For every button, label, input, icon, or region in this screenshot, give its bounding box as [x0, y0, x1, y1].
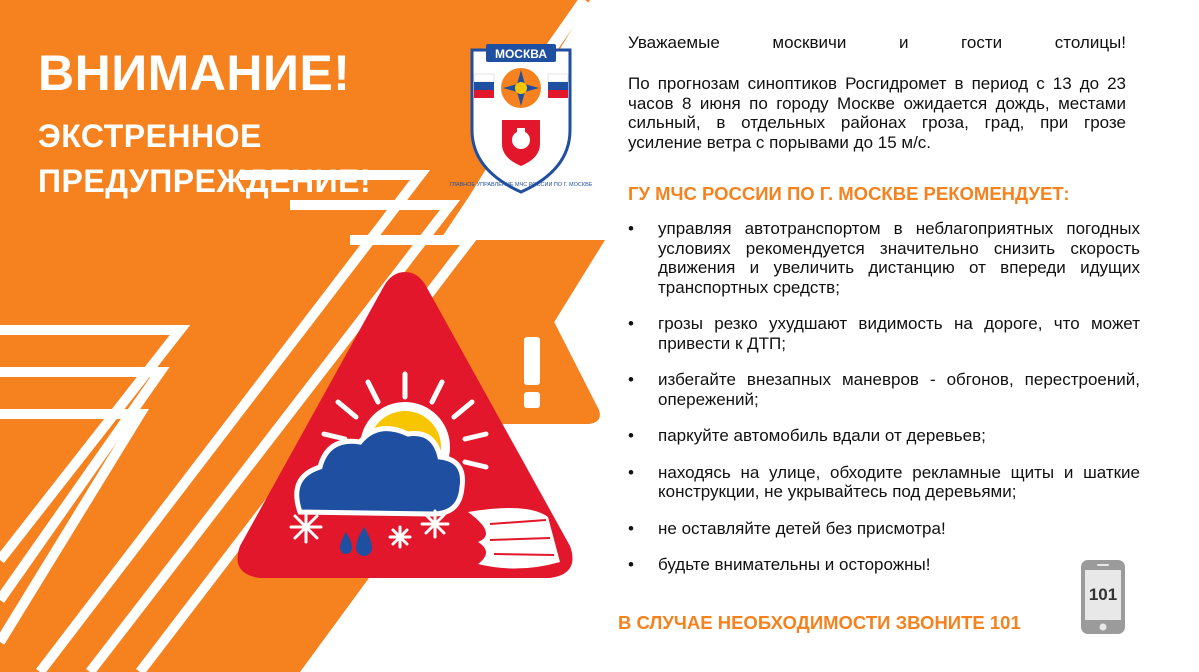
- list-item: [628, 219, 1140, 297]
- list-item: [628, 519, 1140, 539]
- list-item: [628, 370, 1140, 409]
- bullet: •: [628, 426, 634, 445]
- heading-warning: ПРЕДУПРЕЖДЕНИЕ!: [38, 163, 372, 199]
- forecast-text: По прогнозам синоптиков Росгидромет в период с 13 до 23 часов 8 июня по городу Москве ожидается дождь, местами сильный, в отдельных районах гроза, град, при грозе усиление ветра с порывами до 15 м/с.: [628, 74, 1126, 152]
- bullet: •: [628, 370, 634, 389]
- bullet: •: [628, 314, 634, 333]
- list-item-text: не оставляйте детей без присмотра!: [658, 518, 946, 538]
- bullet: •: [628, 518, 634, 538]
- mchs-moscow-emblem: [449, 40, 593, 196]
- recommendations-list: [628, 219, 1140, 592]
- list-item-text: избегайте внезапных маневров - обгонов, перестроений, опережений;: [658, 370, 1140, 409]
- heading-emergency: ЭКСТРЕННОЕ: [38, 118, 262, 154]
- list-item: [628, 314, 1140, 353]
- call-101-text: В СЛУЧАЕ НЕОБХОДИМОСТИ ЗВОНИТЕ 101: [618, 612, 1021, 633]
- list-item-text: грозы резко ухудшают видимость на дороге, что может привести к ДТП;: [658, 314, 1140, 353]
- list-item-text: управляя автотранспортом в неблагоприятных погодных условиях рекомендуется значительно снизить скорость движения и увеличить дистанцию от впереди идущих транспортных средств;: [658, 219, 1140, 297]
- list-item-text: паркуйте автомобиль вдали от деревьев;: [658, 426, 986, 445]
- phone-number: 101: [1088, 585, 1118, 604]
- bullet: •: [628, 555, 634, 574]
- list-item-text: находясь на улице, обходите рекламные щиты и шаткие конструкции, не укрывайтесь под деревьями;: [658, 462, 1140, 501]
- list-item-text: будьте внимательны и осторожны!: [658, 555, 931, 574]
- bullet: •: [628, 462, 634, 482]
- bullet: •: [628, 219, 634, 238]
- greeting-text: Уважаемые москвичи и гости столицы!: [628, 33, 1126, 52]
- list-item: [628, 426, 1140, 446]
- heading-attention: ВНИМАНИЕ!: [38, 45, 351, 101]
- emblem-ring-text: ГЛАВНОЕ УПРАВЛЕНИЕ МЧС РОССИИ ПО Г. МОСКВЕ: [449, 182, 593, 188]
- emblem-city: МОСКВА: [494, 47, 548, 61]
- recommendations-heading: ГУ МЧС РОССИИ ПО Г. МОСКВЕ РЕКОМЕНДУЕТ:: [628, 183, 1070, 204]
- weather-warning-icon: [228, 262, 582, 592]
- list-item: [628, 463, 1140, 502]
- list-item: [628, 555, 1140, 575]
